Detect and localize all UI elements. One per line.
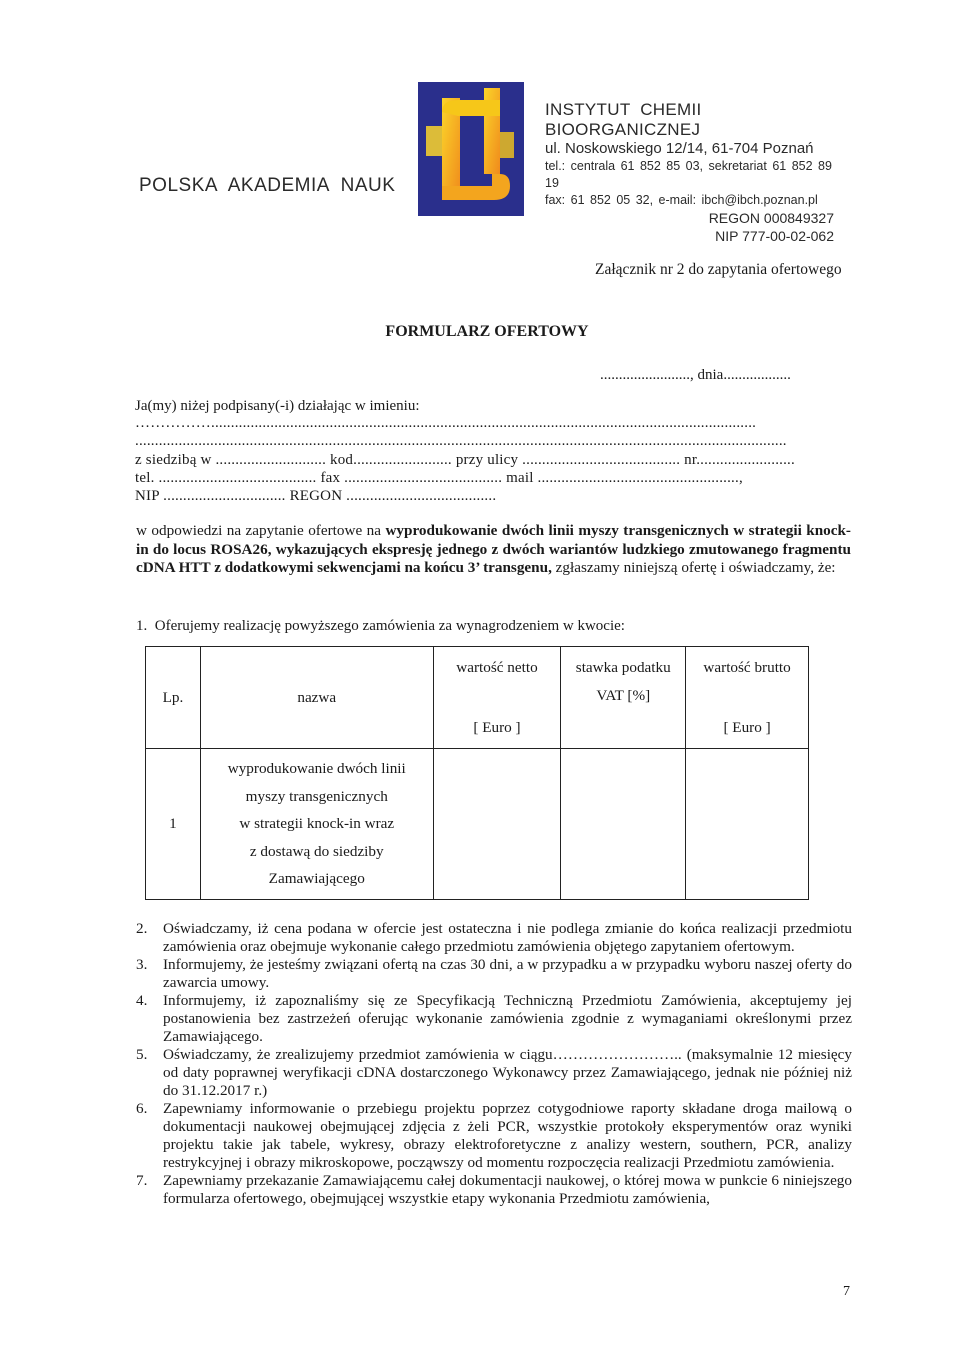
table-row — [146, 749, 809, 900]
institute-phone: tel.: centrala 61 852 85 03, sekretariat 61 852 89 19 — [545, 159, 832, 190]
institute-nip: NIP 777-00-02-062 — [715, 228, 834, 244]
annex-label: Załącznik nr 2 do zapytania ofertowego — [595, 261, 842, 278]
header-gross — [686, 647, 809, 749]
dot-line-1: …………….......................................................................................................................................... — [135, 415, 757, 431]
row-gross-value-cell[interactable] — [686, 749, 809, 900]
institute-regon: REGON 000849327 — [708, 210, 834, 226]
header-gross-unit: [ Euro ] — [723, 718, 771, 736]
header-net-unit: [ Euro ] — [473, 718, 521, 736]
header-vat — [561, 647, 686, 749]
header-net — [433, 647, 561, 749]
row-name: wyprodukowanie dwóch linii myszy transgenicznych w strategii knock-in wraz z dostawą do siedziby Zamawiającego — [200, 749, 433, 900]
header-gross-label: wartość brutto — [703, 658, 791, 676]
header-name: nazwa — [200, 647, 433, 749]
item-1: 1. Oferujemy realizację powyższego zamówienia za wynagrodzeniem w kwocie: — [136, 618, 625, 634]
list-item: 3. Informujemy, że jesteśmy związani ofertą na czas 30 dni, a w przypadku a w przypadku wyboru naszej oferty do zawarcia umowy. — [136, 956, 852, 991]
dot-line-2: ..................................................................................................................................................................... — [135, 433, 787, 449]
header-vat-label: stawka podatku — [575, 658, 671, 676]
intro-paragraph-subject: wyprodukowanie dwóch linii myszy transgenicznych w strategii knock-in do locus ROSA26, wykazujących ekspresję jednego z dwóch wariantów ludzkiego zmutowanego fragmentu cDNA HTT z dodatkowymi sekwencjami na końcu 3’ transgenu, — [136, 522, 851, 576]
list-item: 7. Zapewniamy przekazanie Zamawiającemu całej dokumentacji naukowej, o której mowa w punkcie 6 niniejszego formularza ofertowego, obejmującej wszystkie etapy wykonania Przedmiotu zamówienia, — [136, 1172, 852, 1207]
institute-fax-email: fax: 61 852 05 32, e-mail: ibch@ibch.poznan.pl — [545, 193, 818, 207]
nip-regon-line: NIP ............................... REGON ...................................... — [135, 488, 497, 504]
intro-paragraph-pre: w odpowiedzi na zapytanie ofertowe na — [136, 522, 386, 539]
institute-info — [545, 100, 840, 245]
academy-name: POLSKA AKADEMIA NAUK — [139, 175, 396, 196]
date-line: ........................, dnia.................. — [600, 367, 791, 383]
intro-text: Ja(my) niżej podpisany(-i) działając w imieniu: — [135, 398, 420, 414]
header-lp: Lp. — [146, 647, 201, 749]
table-header-row — [146, 647, 809, 749]
list-item: 5. Oświadczamy, że zrealizujemy przedmiot zamówienia w ciągu…………………….. (maksymalnie 12 miesięcy od daty poprawnej weryfikacji cDNA dostarczonego Wykonawcy przez Zamawiającego, jednak nie później niż do 31.12.2017 r.) — [136, 1046, 852, 1099]
address-line: z siedzibą w ............................ kod......................... przy ulicy ........................................ nr......................... — [135, 452, 795, 468]
institute-address: ul. Noskowskiego 12/14, 61-704 Poznań — [545, 140, 814, 157]
header-vat-unit: VAT [%] — [596, 686, 651, 704]
price-table — [145, 646, 809, 900]
header-net-label: wartość netto — [456, 658, 538, 676]
form-title: FORMULARZ OFERTOWY — [385, 323, 589, 340]
intro-paragraph-post: zgłaszamy niniejszą ofertę i oświadczamy, że: — [551, 559, 836, 576]
row-lp: 1 — [146, 749, 201, 900]
statements-list — [136, 920, 852, 1208]
page-number: 7 — [843, 1284, 850, 1299]
contact-line: tel. ........................................ fax ........................................ mail ..................................................., — [135, 470, 743, 486]
list-item: 6. Zapewniamy informowanie o przebiegu projektu poprzez cotygodniowe raporty składane droga mailową o dokumentacji naukowej obejmującej zdjęcia z żeli PCR, wszystkie protokoły eksperymentów oraz wyniki projektu takie jak tabele, wykresy, obrazy elektroforetyczne z analizy western, southern, PCR, analizy restrykcyjnej i obrazy mikroskopowe, począwszy od momentu rozpoczęcia realizacji Przedmiotu zamówienia. — [136, 1100, 852, 1171]
list-item: 4. Informujemy, iż zapoznaliśmy się ze Specyfikacją Techniczną Przedmiotu Zamówienia, akceptujemy jej postanowienia bez zastrzeżeń oferując wykonanie zamówienia zgodnie z wymaganiami określonymi przez Zamawiającego. — [136, 992, 852, 1045]
list-item: 2. Oświadczamy, iż cena podana w ofercie jest ostateczna i nie podlega zmianie do końca realizacji przedmiotu zamówienia oraz obejmuje wykonanie całego przedmiotu zamówienia objętego zapytaniem ofertowym. — [136, 920, 852, 955]
intro-paragraph — [136, 522, 851, 578]
row-vat-cell[interactable] — [561, 749, 686, 900]
row-net-value-cell[interactable] — [433, 749, 561, 900]
institute-logo — [418, 82, 524, 216]
institute-name: INSTYTUT CHEMII BIOORGANICZNEJ — [545, 100, 702, 139]
